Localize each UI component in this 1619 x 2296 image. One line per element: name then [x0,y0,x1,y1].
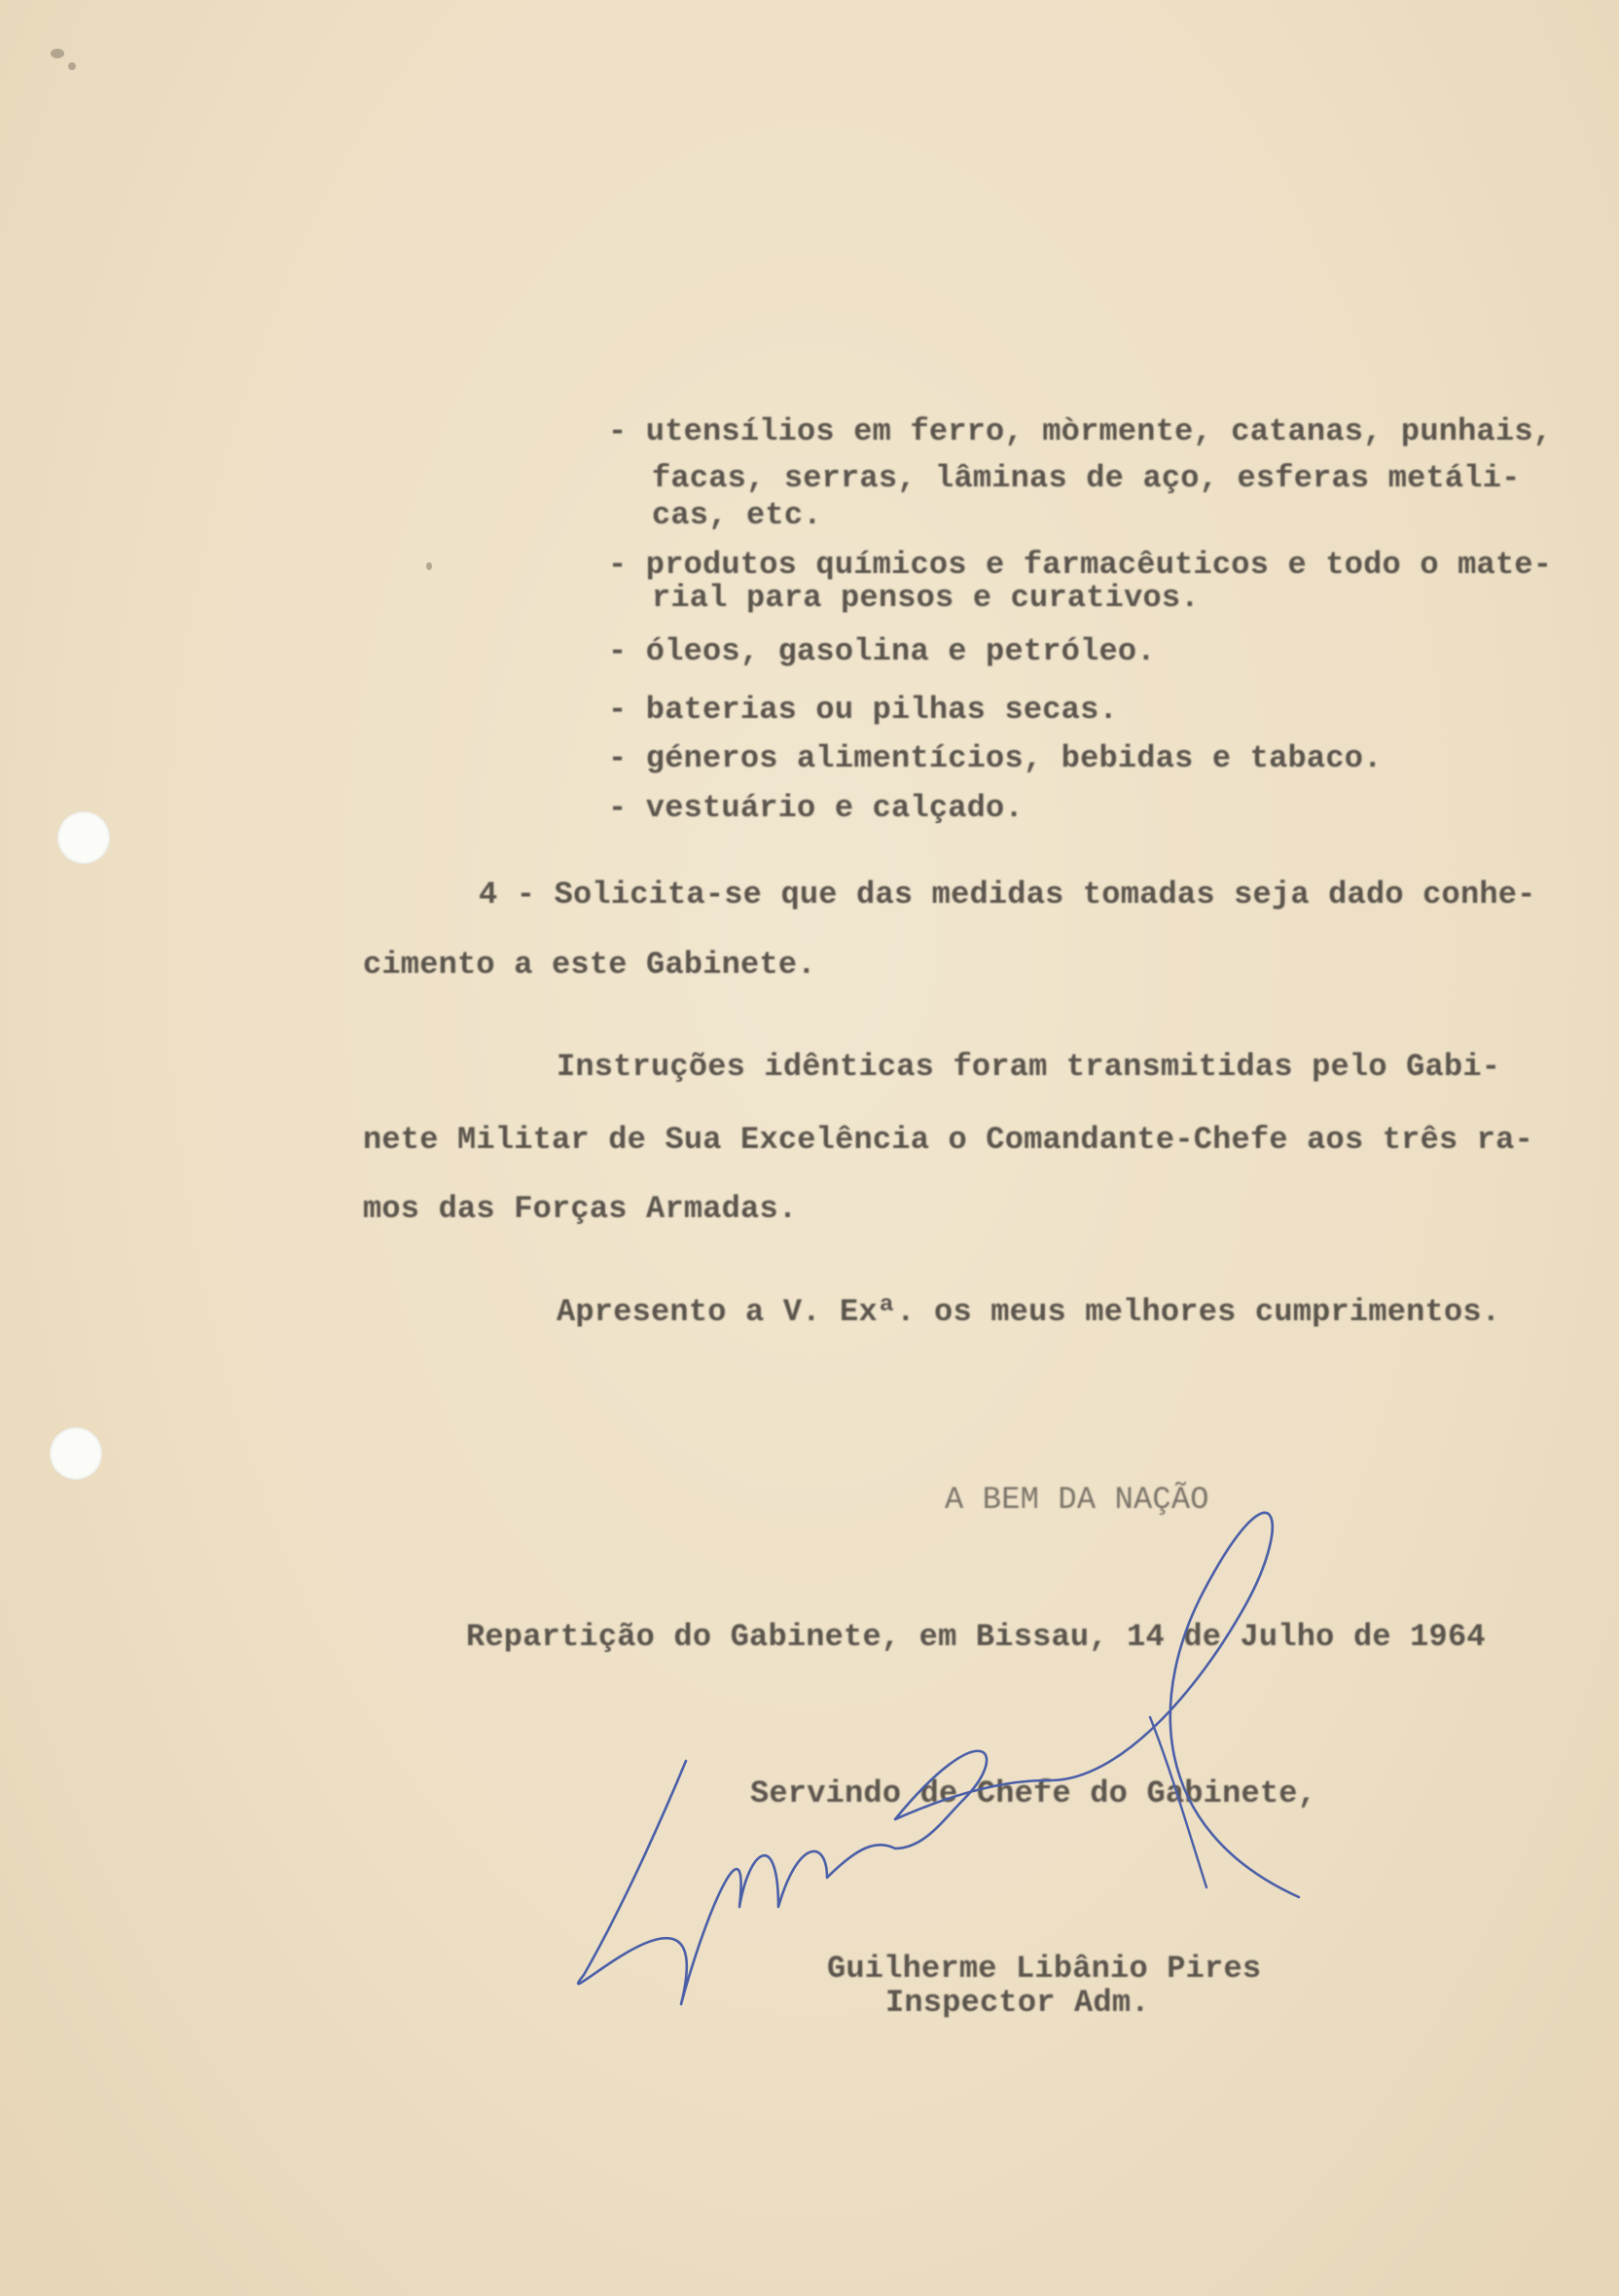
signature-stroke [1150,1717,1206,1887]
paragraph-line: mos das Forças Armadas. [363,1191,798,1227]
place-date: Repartição do Gabinete, em Bissau, 14 de Julho de 1964 [466,1619,1486,1655]
closing-line: Apresento a V. Exª. os meus melhores cumprimentos. [557,1294,1501,1330]
paragraph-line: nete Militar de Sua Excelência o Comandante-Chefe aos três ra- [363,1122,1533,1158]
paragraph-line: Instruções idênticas foram transmitidas pelo Gabi- [557,1049,1501,1085]
list-line: cas, etc. [652,497,822,533]
list-item-oils: - óleos, gasolina e petróleo. [608,633,1156,669]
list-item-food: - géneros alimentícios, bebidas e tabaco. [608,740,1383,776]
signature-stroke [578,1513,1299,2004]
signatory-role: Servindo de Chefe do Gabinete, [750,1776,1317,1812]
list-item-clothing: - vestuário e calçado. [608,790,1024,826]
list-line: - utensílios em ferro, mòrmente, catanas, punhais, [608,413,1553,449]
paragraph-line: 4 - Solicita-se que das medidas tomadas seja dado conhe- [479,877,1536,913]
signatory-name: Guilherme Libânio Pires [827,1951,1262,1987]
list-line: facas, serras, lâminas de aço, esferas metáli- [652,460,1521,496]
list-line: rial para pensos e curativos. [652,580,1200,616]
signatory-title: Inspector Adm. [885,1985,1150,2021]
paragraph-line: cimento a este Gabinete. [363,947,816,983]
list-item-batteries: - baterias ou pilhas secas. [608,692,1118,728]
list-line: - produtos químicos e farmacêuticos e todo o mate- [608,547,1553,583]
motto: A BEM DA NAÇÃO [945,1482,1209,1518]
